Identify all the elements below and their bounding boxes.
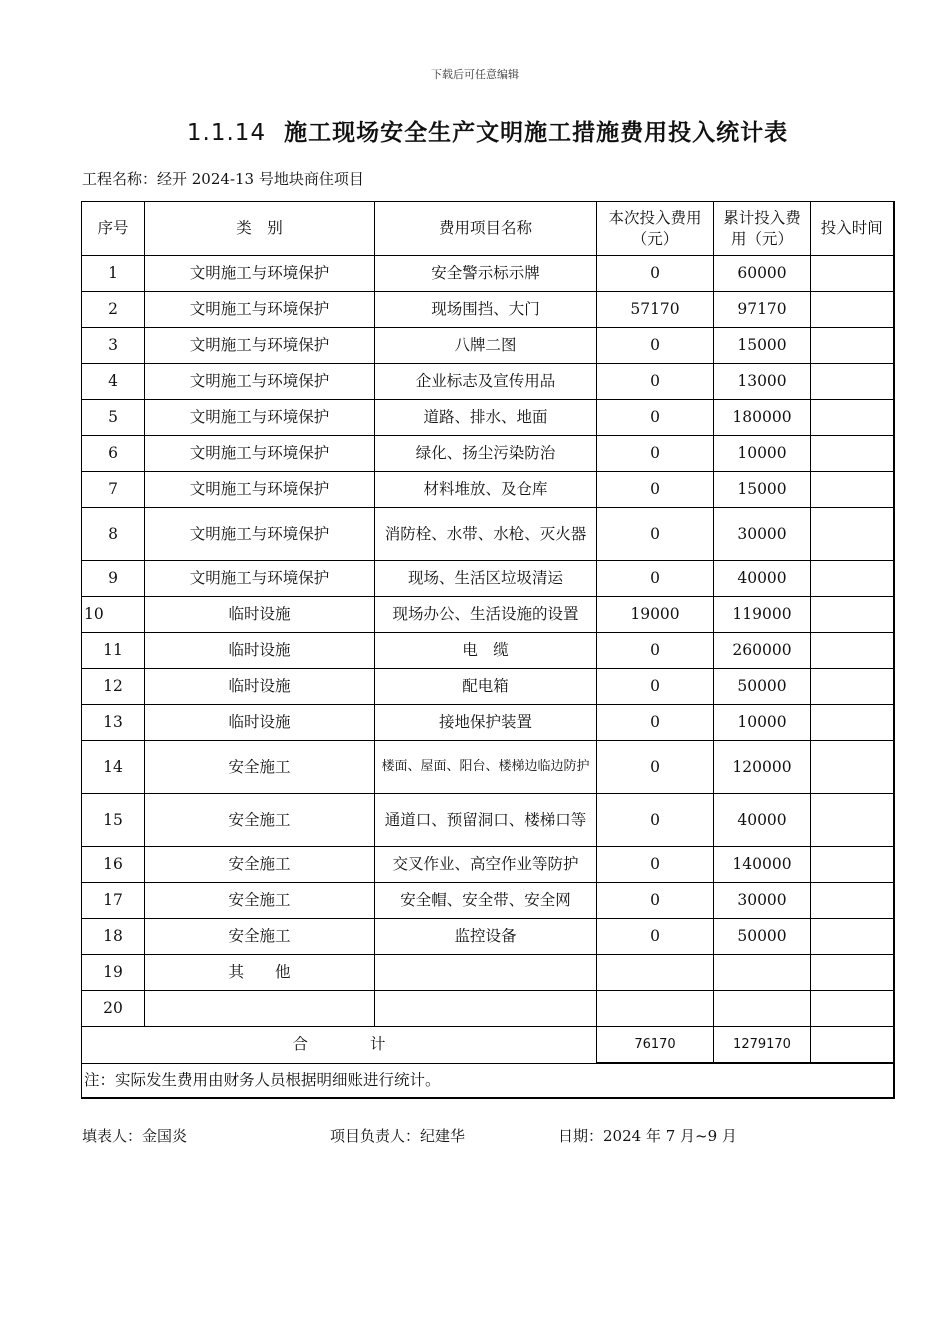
cell-item: 现场、生活区垃圾清运 — [375, 561, 597, 597]
cell-category: 安全施工 — [145, 794, 375, 847]
cell-item — [375, 955, 597, 991]
table-row — [82, 436, 894, 472]
cell-total — [714, 955, 811, 991]
cell-total: 40000 — [714, 794, 811, 847]
cell-current: 0 — [597, 919, 714, 955]
footer-filler: 填表人：金国炎 — [82, 1127, 188, 1145]
cell-total: 260000 — [714, 633, 811, 669]
cell-time — [811, 919, 894, 955]
cell-time — [811, 705, 894, 741]
cell-seq: 3 — [82, 328, 145, 364]
cell-total: 10000 — [714, 705, 811, 741]
cell-current: 0 — [597, 883, 714, 919]
cell-item: 道路、排水、地面 — [375, 400, 597, 436]
header-total-line1: 累计投入费 — [723, 208, 801, 227]
table-row — [82, 633, 894, 669]
table-row — [82, 400, 894, 436]
table-row — [82, 472, 894, 508]
cell-category: 安全施工 — [145, 741, 375, 794]
table-row — [82, 705, 894, 741]
table-row — [82, 364, 894, 400]
cell-current: 0 — [597, 508, 714, 561]
cell-current: 0 — [597, 633, 714, 669]
cell-seq: 9 — [82, 561, 145, 597]
cell-current: 0 — [597, 436, 714, 472]
cell-total: 13000 — [714, 364, 811, 400]
table-row — [82, 508, 894, 561]
cell-item: 绿化、扬尘污染防治 — [375, 436, 597, 472]
cell-current — [597, 991, 714, 1027]
cell-category: 文明施工与环境保护 — [145, 364, 375, 400]
cell-category: 临时设施 — [145, 597, 375, 633]
cell-seq: 17 — [82, 883, 145, 919]
cell-current: 0 — [597, 847, 714, 883]
header-seq: 序号 — [82, 202, 145, 256]
cell-item: 楼面、屋面、阳台、楼梯边临边防护 — [375, 741, 597, 794]
cell-item: 通道口、预留洞口、楼梯口等 — [375, 794, 597, 847]
cell-category: 文明施工与环境保护 — [145, 292, 375, 328]
cell-time — [811, 847, 894, 883]
header-total-line2: 用（元） — [730, 229, 793, 248]
summary-time — [811, 1027, 894, 1064]
expense-table — [81, 201, 895, 1099]
cell-total: 140000 — [714, 847, 811, 883]
table-row — [82, 597, 894, 633]
cell-category: 临时设施 — [145, 705, 375, 741]
title-number: 1.1.14 — [186, 120, 267, 146]
header-total — [714, 202, 811, 256]
table-row — [82, 561, 894, 597]
table-row — [82, 991, 894, 1027]
cell-seq: 8 — [82, 508, 145, 561]
cell-time — [811, 955, 894, 991]
cell-total: 60000 — [714, 256, 811, 292]
table-row — [82, 919, 894, 955]
cell-current: 57170 — [597, 292, 714, 328]
cell-seq: 10 — [82, 597, 145, 633]
cell-total: 120000 — [714, 741, 811, 794]
cell-time — [811, 256, 894, 292]
cell-time — [811, 883, 894, 919]
cell-current: 0 — [597, 669, 714, 705]
cell-time — [811, 364, 894, 400]
project-name: 工程名称：经开 2024-13 号地块商住项目 — [82, 170, 364, 188]
cell-item: 电 缆 — [375, 633, 597, 669]
note-row — [82, 1063, 894, 1098]
cell-seq: 4 — [82, 364, 145, 400]
footer-manager: 项目负责人：纪建华 — [330, 1127, 466, 1145]
cell-category — [145, 991, 375, 1027]
cell-time — [811, 436, 894, 472]
cell-time — [811, 741, 894, 794]
cell-current: 0 — [597, 328, 714, 364]
cell-item: 消防栓、水带、水枪、灭火器 — [375, 508, 597, 561]
table-row — [82, 292, 894, 328]
cell-item: 接地保护装置 — [375, 705, 597, 741]
cell-total: 15000 — [714, 328, 811, 364]
cell-time — [811, 508, 894, 561]
page-title — [0, 114, 950, 147]
cell-time — [811, 561, 894, 597]
cell-seq: 15 — [82, 794, 145, 847]
table-row — [82, 955, 894, 991]
note-text: 注：实际发生费用由财务人员根据明细账进行统计。 — [82, 1063, 894, 1098]
cell-time — [811, 292, 894, 328]
cell-time — [811, 633, 894, 669]
table-row — [82, 669, 894, 705]
cell-current: 0 — [597, 400, 714, 436]
cell-total: 97170 — [714, 292, 811, 328]
title-text: 施工现场安全生产文明施工措施费用投入统计表 — [284, 120, 789, 146]
cell-time — [811, 328, 894, 364]
cell-current: 0 — [597, 561, 714, 597]
table-row — [82, 883, 894, 919]
cell-current: 19000 — [597, 597, 714, 633]
cell-total: 30000 — [714, 883, 811, 919]
cell-total: 15000 — [714, 472, 811, 508]
table-row — [82, 847, 894, 883]
cell-total — [714, 991, 811, 1027]
summary-label: 合 计 — [82, 1027, 597, 1064]
header-time: 投入时间 — [811, 202, 894, 256]
header-item: 费用项目名称 — [375, 202, 597, 256]
cell-item: 现场办公、生活设施的设置 — [375, 597, 597, 633]
cell-item: 安全警示标示牌 — [375, 256, 597, 292]
table-body — [82, 202, 894, 1099]
header-current-line2: （元） — [631, 229, 679, 248]
cell-category: 文明施工与环境保护 — [145, 328, 375, 364]
header-category: 类 别 — [145, 202, 375, 256]
summary-row — [82, 1027, 894, 1064]
cell-category: 文明施工与环境保护 — [145, 472, 375, 508]
cell-time — [811, 991, 894, 1027]
cell-current: 0 — [597, 472, 714, 508]
cell-total: 10000 — [714, 436, 811, 472]
cell-total: 50000 — [714, 669, 811, 705]
cell-total: 40000 — [714, 561, 811, 597]
cell-time — [811, 669, 894, 705]
cell-seq: 14 — [82, 741, 145, 794]
header-current — [597, 202, 714, 256]
table-header-row — [82, 202, 894, 256]
cell-seq: 20 — [82, 991, 145, 1027]
cell-item — [375, 991, 597, 1027]
cell-current: 0 — [597, 705, 714, 741]
cell-time — [811, 400, 894, 436]
cell-current — [597, 955, 714, 991]
cell-item: 安全帽、安全带、安全网 — [375, 883, 597, 919]
summary-total: 1279170 — [714, 1027, 811, 1064]
cell-current: 0 — [597, 256, 714, 292]
cell-seq: 5 — [82, 400, 145, 436]
cell-item: 交叉作业、高空作业等防护 — [375, 847, 597, 883]
cell-category: 临时设施 — [145, 633, 375, 669]
cell-seq: 7 — [82, 472, 145, 508]
cell-item: 八牌二图 — [375, 328, 597, 364]
table-row — [82, 794, 894, 847]
cell-total: 30000 — [714, 508, 811, 561]
cell-category: 临时设施 — [145, 669, 375, 705]
cell-seq: 19 — [82, 955, 145, 991]
table-row — [82, 328, 894, 364]
cell-seq: 1 — [82, 256, 145, 292]
cell-category: 文明施工与环境保护 — [145, 561, 375, 597]
cell-category: 其 他 — [145, 955, 375, 991]
cell-seq: 11 — [82, 633, 145, 669]
cell-item: 配电箱 — [375, 669, 597, 705]
watermark-text: 下载后可任意编辑 — [431, 68, 519, 81]
cell-category: 文明施工与环境保护 — [145, 256, 375, 292]
cell-seq: 6 — [82, 436, 145, 472]
cell-seq: 2 — [82, 292, 145, 328]
cell-seq: 16 — [82, 847, 145, 883]
cell-time — [811, 597, 894, 633]
cell-time — [811, 794, 894, 847]
cell-total: 50000 — [714, 919, 811, 955]
cell-category: 安全施工 — [145, 847, 375, 883]
cell-category: 安全施工 — [145, 883, 375, 919]
cell-category: 文明施工与环境保护 — [145, 508, 375, 561]
cell-seq: 12 — [82, 669, 145, 705]
footer-date: 日期：2024 年 7 月~9 月 — [558, 1127, 737, 1145]
cell-current: 0 — [597, 741, 714, 794]
cell-item: 企业标志及宣传用品 — [375, 364, 597, 400]
cell-category: 安全施工 — [145, 919, 375, 955]
cell-current: 0 — [597, 364, 714, 400]
table-row — [82, 256, 894, 292]
cell-seq: 18 — [82, 919, 145, 955]
cell-total: 180000 — [714, 400, 811, 436]
cell-category: 文明施工与环境保护 — [145, 400, 375, 436]
cell-item: 监控设备 — [375, 919, 597, 955]
cell-item: 材料堆放、及仓库 — [375, 472, 597, 508]
cell-time — [811, 472, 894, 508]
summary-current: 76170 — [597, 1027, 714, 1064]
header-current-line1: 本次投入费用 — [608, 208, 702, 227]
table-row — [82, 741, 894, 794]
cell-item: 现场围挡、大门 — [375, 292, 597, 328]
cell-seq: 13 — [82, 705, 145, 741]
cell-current: 0 — [597, 794, 714, 847]
cell-total: 119000 — [714, 597, 811, 633]
cell-category: 文明施工与环境保护 — [145, 436, 375, 472]
